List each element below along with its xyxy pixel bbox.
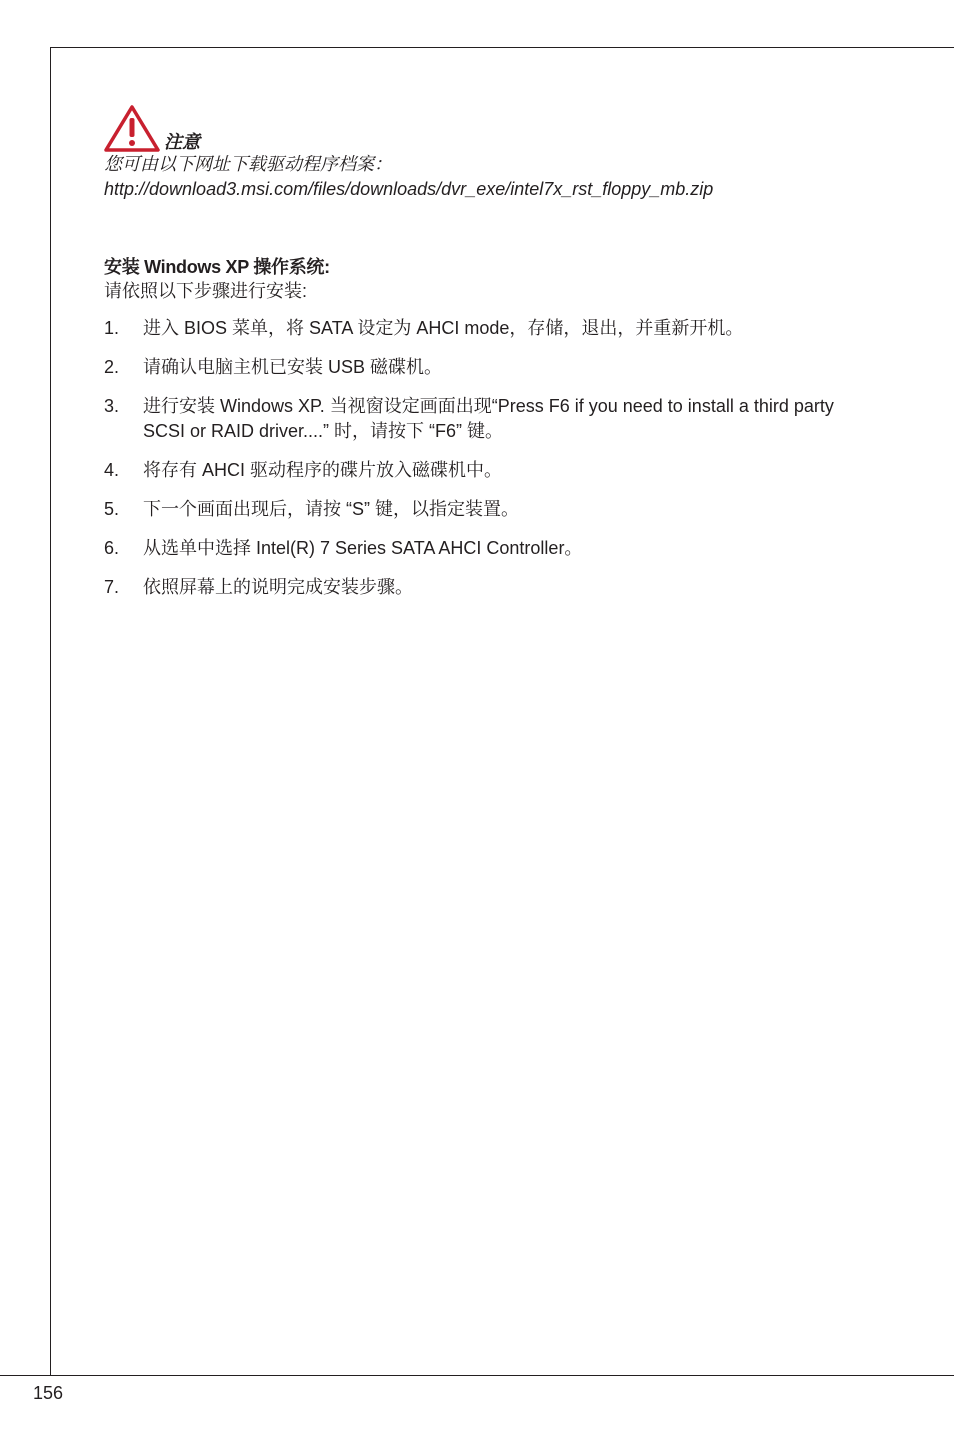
step-text: 下一个画面出现后，请按 “S” 键，以指定装置。 [143,499,519,519]
step-number: 3. [104,396,120,416]
step-number: 6. [104,538,120,558]
install-step [104,394,844,444]
install-step [104,316,844,341]
install-step [104,355,844,380]
install-step [104,497,844,522]
step-text: 从选单中选择 Intel(R) 7 Series SATA AHCI Controller。 [143,538,583,558]
step-text: 依照屏幕上的说明完成安装步骤。 [143,577,413,597]
install-step [104,575,844,600]
note-text: 您可由以下网址下载驱动程序档案： [104,154,392,174]
section-intro: 请依照以下步骤进行安装: [104,281,307,301]
page-frame-left-rule [50,47,51,1375]
install-section-header [104,255,924,303]
note-title: 注意 [164,132,200,152]
step-number: 2. [104,357,120,377]
note-header [104,102,924,152]
install-steps-list [104,316,844,614]
install-step [104,458,844,483]
page-number: 156 [33,1383,64,1403]
note-block [104,102,924,202]
step-text: 进入 BIOS 菜单，将 SATA 设定为 AHCI mode，存储，退出，并重新开机。 [143,318,744,338]
step-number: 7. [104,577,120,597]
section-title: 安装 Windows XP 操作系统: [104,257,330,277]
warning-triangle-icon [104,104,160,152]
step-number: 1. [104,318,120,338]
step-number: 5. [104,499,120,519]
driver-download-url[interactable]: http://download3.msi.com/files/downloads/dvr_exe/intel7x_rst_floppy_mb.zip [104,179,714,199]
page-frame-top-rule [50,47,954,48]
step-text: 请确认电脑主机已安装 USB 磁碟机。 [143,357,443,377]
step-text: 进行安装 Windows XP. 当视窗设定画面出现“Press F6 if you need to install a third party SCSI or RAID driver....” 时，请按下 “F6” 键。 [143,396,834,441]
page-footer-rule [0,1375,954,1376]
install-step [104,536,844,561]
step-text: 将存有 AHCI 驱动程序的碟片放入磁碟机中。 [143,460,503,480]
step-number: 4. [104,460,120,480]
